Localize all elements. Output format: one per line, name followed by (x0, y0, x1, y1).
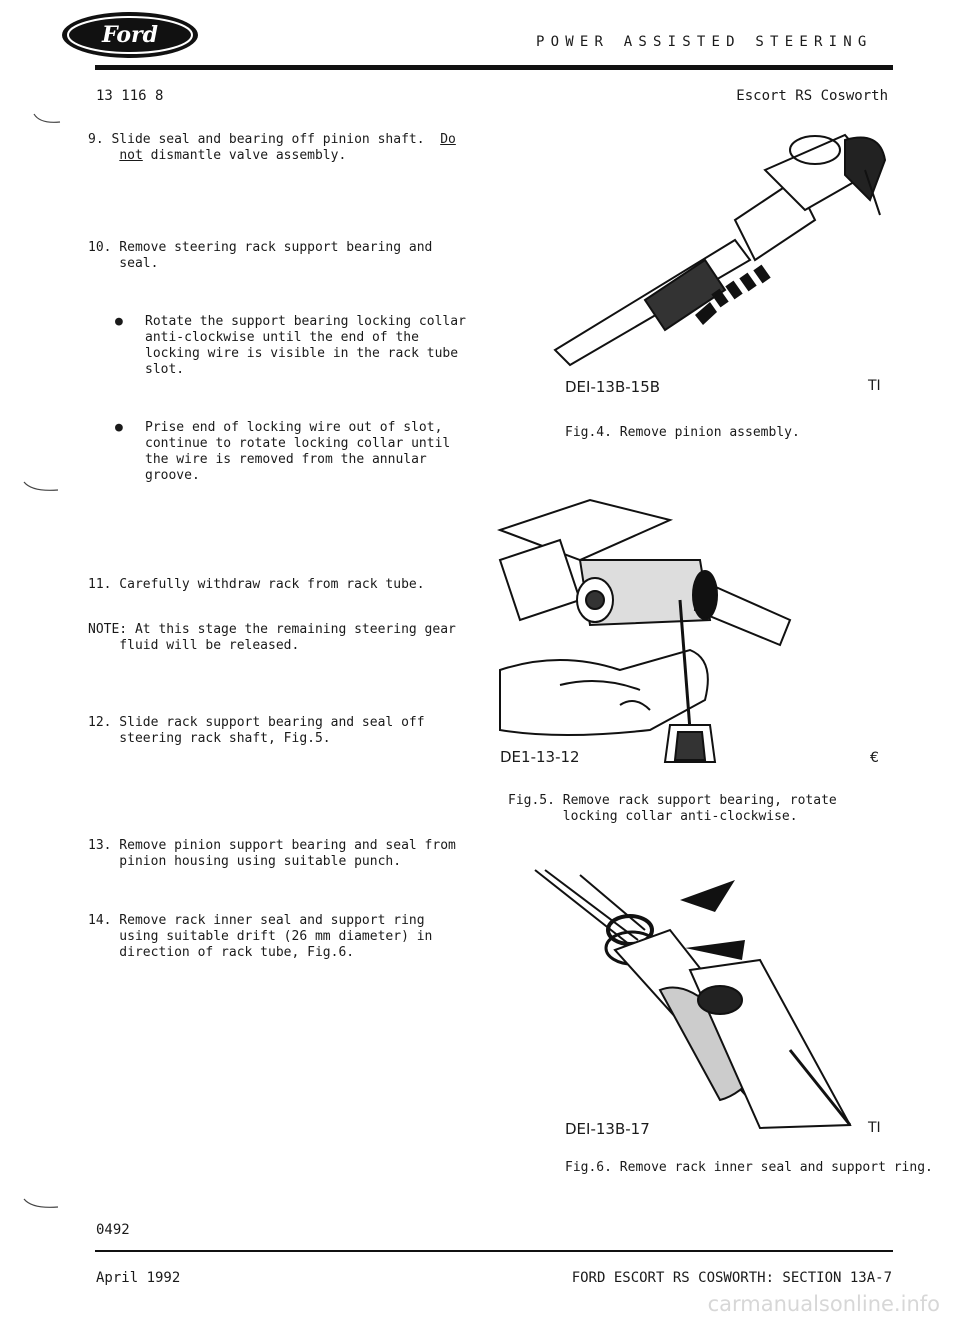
step-12: 12. Slide rack support bearing and seal off steering rack shaft, Fig.5. (88, 715, 425, 746)
figure-4-image (545, 130, 890, 365)
step-14: 14. Remove rack inner seal and support ring using suitable drift (26 mm diameter) in direction of rack tube, Fig.6. (88, 913, 433, 960)
figure-6-image (520, 870, 870, 1130)
model-name: Escort RS Cosworth (736, 88, 888, 104)
figure-6-caption: Fig.6. Remove rack inner seal and support ring. (565, 1160, 933, 1175)
logo-text: Ford (101, 22, 159, 48)
figure-5-code: DE1-13-12 (500, 748, 584, 766)
note: NOTE: At this stage the remaining steering gear fluid will be released. (88, 622, 456, 653)
document-title: POWER ASSISTED STEERING (536, 34, 873, 50)
page-number: 0492 (96, 1222, 130, 1238)
bullet-2-mark: ● (115, 420, 123, 435)
bullet-1 (115, 314, 475, 378)
margin-mark (22, 1195, 62, 1215)
figure-5-caption: Fig.5. Remove rack support bearing, rotate locking collar anti-clockwise. (508, 793, 837, 824)
figure-6-code: DEI-13B-17 (565, 1120, 656, 1138)
margin-mark (32, 110, 62, 130)
figure-4-code: DEI-13B-15B (565, 378, 661, 396)
figure-4-caption: Fig.4. Remove pinion assembly. (565, 425, 800, 440)
margin-mark (22, 478, 62, 498)
bullet-2 (115, 420, 475, 484)
doc-code: 13 116 8 (96, 88, 164, 104)
header-rule (95, 65, 893, 70)
step-11: 11. Carefully withdraw rack from rack tube. (88, 577, 425, 592)
step-9-text: 9. Slide seal and bearing off pinion shaft. (88, 132, 425, 147)
step-10: 10. Remove steering rack support bearing and seal. (88, 240, 433, 271)
step-9-do: Do (440, 132, 456, 147)
step-9-not: not (119, 148, 143, 163)
bullet-1-mark: ● (115, 314, 123, 329)
step-13: 13. Remove pinion support bearing and seal from pinion housing using suitable punch. (88, 838, 456, 869)
step-9 (88, 132, 478, 164)
figure-6-marker: TI (868, 1120, 881, 1136)
figure-4-marker: TI (868, 378, 881, 394)
watermark: carmanualsonline.info (707, 1292, 940, 1316)
ford-logo (60, 10, 200, 60)
figure-5-marker: € (870, 750, 879, 766)
bullet-2-text: Prise end of locking wire out of slot, continue to rotate locking collar until the wire is removed from the annular groove. (145, 420, 451, 483)
figure-5-image (500, 500, 800, 765)
footer-rule (95, 1250, 893, 1252)
bullet-1-text: Rotate the support bearing locking collar anti-clockwise until the end of the locking wire is visible in the rack tube slot. (145, 314, 466, 377)
step-9-rest: dismantle valve assembly. (142, 148, 347, 163)
footer-date: April 1992 (96, 1270, 181, 1286)
footer-section: FORD ESCORT RS COSWORTH: SECTION 13A-7 (571, 1270, 892, 1286)
